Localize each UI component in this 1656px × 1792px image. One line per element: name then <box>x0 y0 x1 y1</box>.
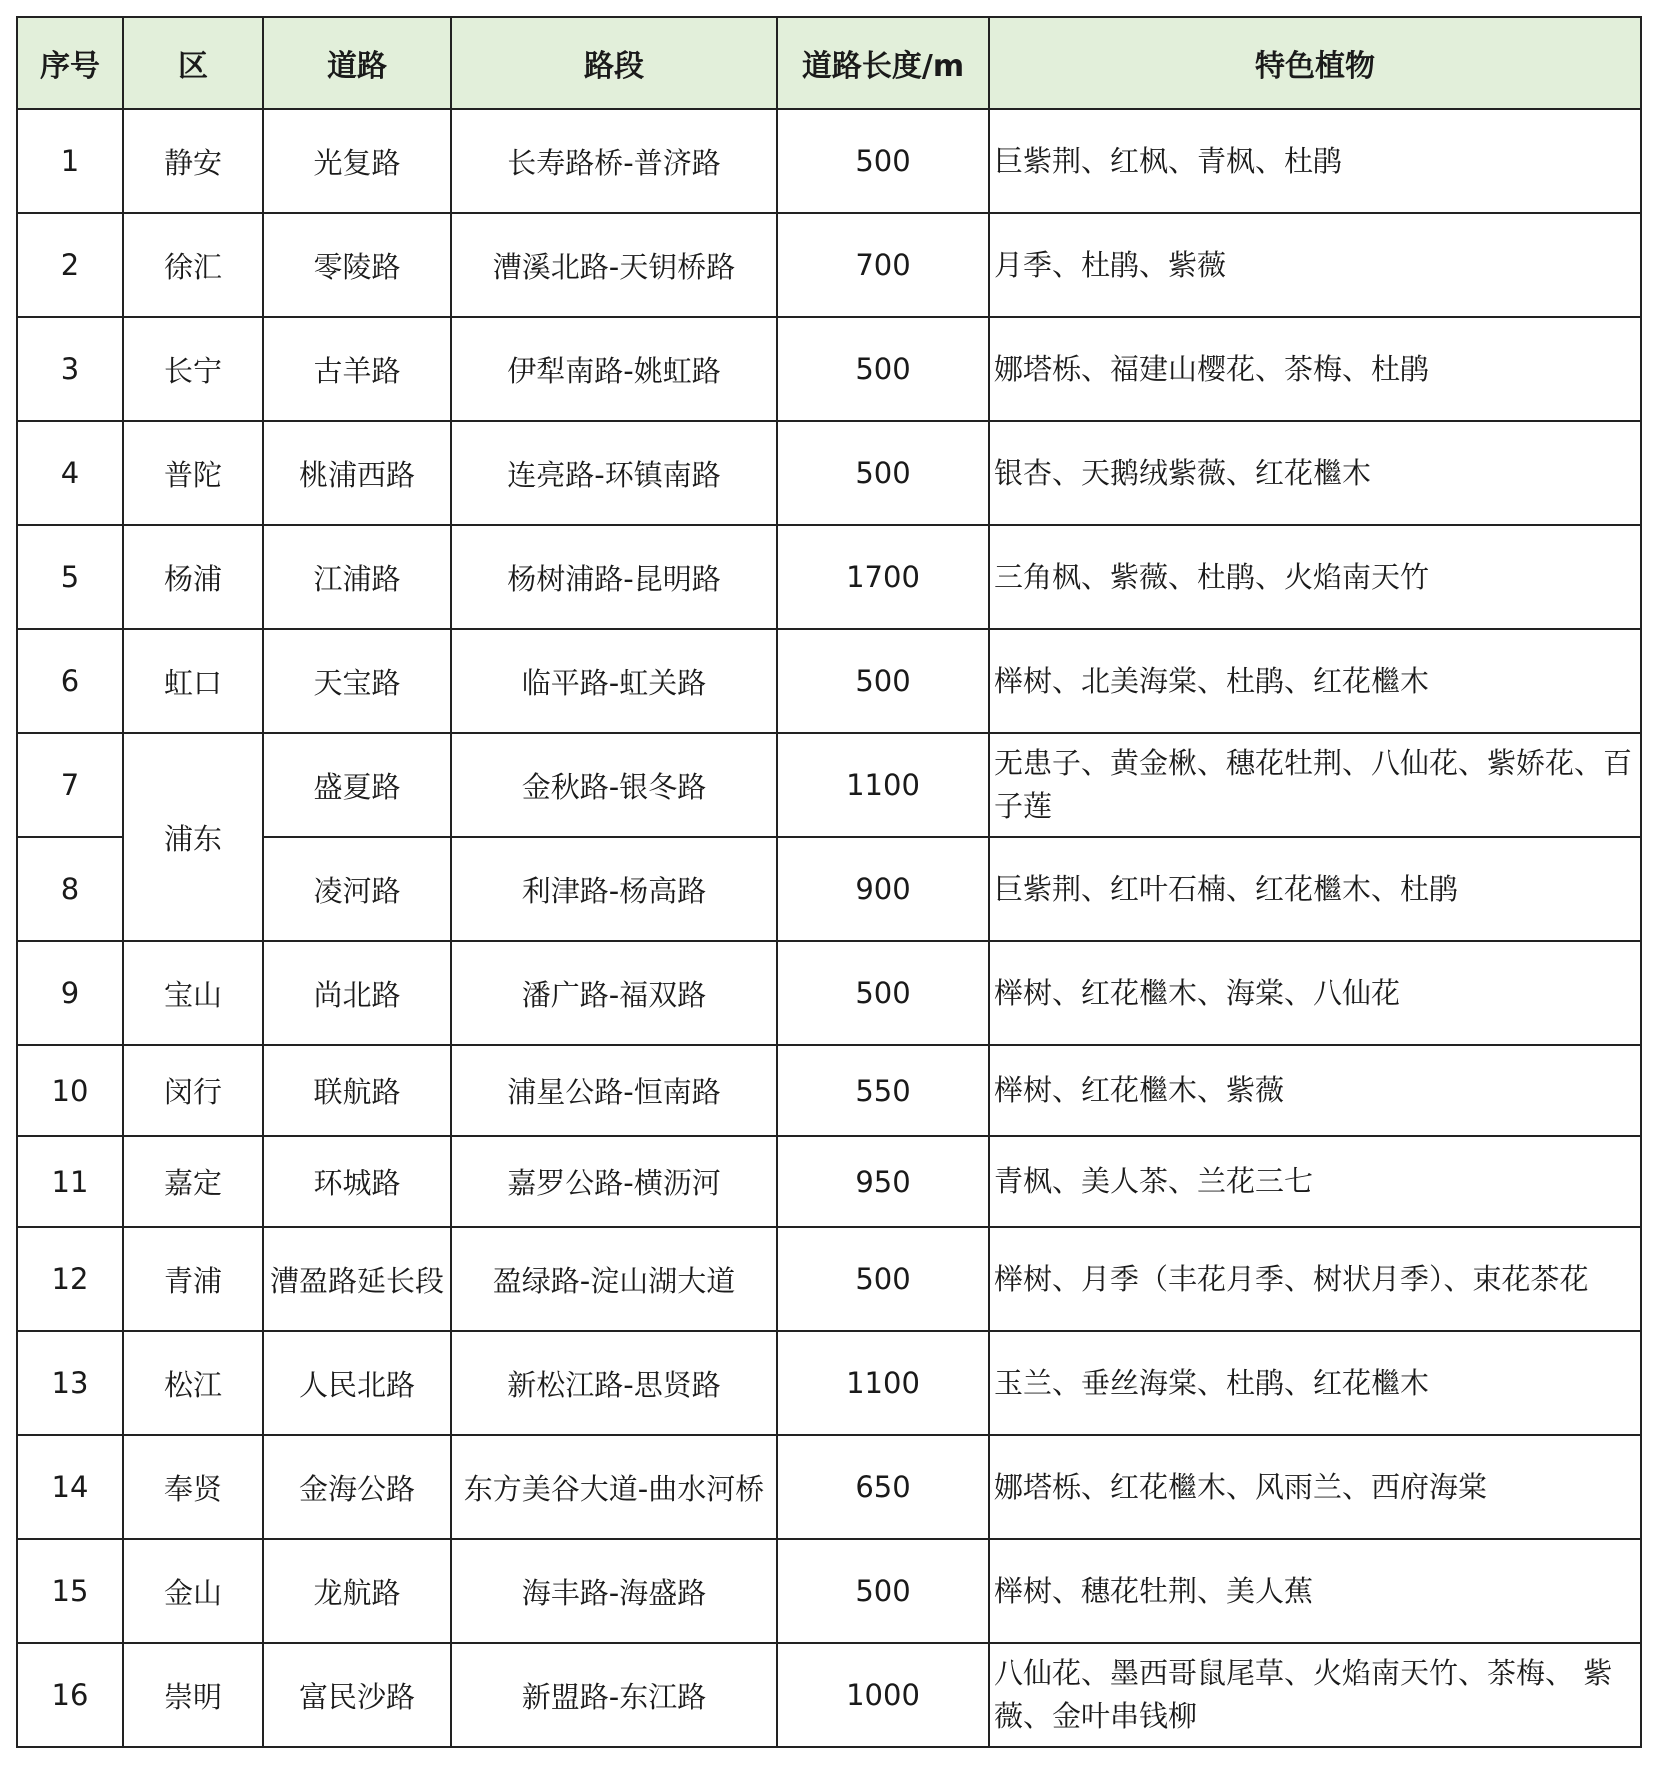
table-row <box>17 1136 1641 1227</box>
cell-section: 长寿路桥-普济路 <box>451 109 777 213</box>
cell-section: 临平路-虹关路 <box>451 629 777 733</box>
cell-plants: 榉树、红花檵木、海棠、八仙花 <box>989 941 1641 1045</box>
cell-length: 650 <box>777 1435 989 1539</box>
cell-length: 550 <box>777 1045 989 1136</box>
cell-plants: 娜塔栎、红花檵木、风雨兰、西府海棠 <box>989 1435 1641 1539</box>
cell-no: 9 <box>17 941 123 1045</box>
cell-district: 静安 <box>123 109 263 213</box>
cell-length: 500 <box>777 941 989 1045</box>
cell-section: 伊犁南路-姚虹路 <box>451 317 777 421</box>
cell-road: 江浦路 <box>263 525 451 629</box>
cell-section: 浦星公路-恒南路 <box>451 1045 777 1136</box>
table-row <box>17 525 1641 629</box>
cell-plants: 巨紫荆、红枫、青枫、杜鹃 <box>989 109 1641 213</box>
table-row <box>17 1435 1641 1539</box>
cell-plants: 榉树、穗花牡荆、美人蕉 <box>989 1539 1641 1643</box>
cell-length: 500 <box>777 1227 989 1331</box>
cell-road: 富民沙路 <box>263 1643 451 1747</box>
cell-road: 古羊路 <box>263 317 451 421</box>
cell-no: 13 <box>17 1331 123 1435</box>
cell-district: 崇明 <box>123 1643 263 1747</box>
cell-plants: 青枫、美人茶、兰花三七 <box>989 1136 1641 1227</box>
cell-road: 联航路 <box>263 1045 451 1136</box>
cell-length: 1700 <box>777 525 989 629</box>
cell-no: 5 <box>17 525 123 629</box>
cell-plants: 榉树、月季（丰花月季、树状月季）、束花茶花 <box>989 1227 1641 1331</box>
cell-section: 东方美谷大道-曲水河桥 <box>451 1435 777 1539</box>
plant-roads-table <box>16 16 1642 1748</box>
cell-section: 潘广路-福双路 <box>451 941 777 1045</box>
table-row <box>17 317 1641 421</box>
header-plants: 特色植物 <box>989 17 1641 109</box>
table-row <box>17 421 1641 525</box>
cell-length: 500 <box>777 317 989 421</box>
cell-district: 浦东 <box>123 733 263 941</box>
cell-road: 尚北路 <box>263 941 451 1045</box>
header-section: 路段 <box>451 17 777 109</box>
table-row <box>17 941 1641 1045</box>
cell-length: 1100 <box>777 733 989 837</box>
cell-no: 6 <box>17 629 123 733</box>
cell-road: 天宝路 <box>263 629 451 733</box>
cell-district: 虹口 <box>123 629 263 733</box>
cell-length: 500 <box>777 109 989 213</box>
table-row <box>17 1643 1641 1747</box>
cell-plants: 玉兰、垂丝海棠、杜鹃、红花檵木 <box>989 1331 1641 1435</box>
cell-road: 桃浦西路 <box>263 421 451 525</box>
cell-plants: 巨紫荆、红叶石楠、红花檵木、杜鹃 <box>989 837 1641 941</box>
table-row <box>17 629 1641 733</box>
cell-district: 长宁 <box>123 317 263 421</box>
cell-no: 8 <box>17 837 123 941</box>
cell-section: 盈绿路-淀山湖大道 <box>451 1227 777 1331</box>
cell-section: 连亮路-环镇南路 <box>451 421 777 525</box>
cell-road: 环城路 <box>263 1136 451 1227</box>
cell-plants: 榉树、北美海棠、杜鹃、红花檵木 <box>989 629 1641 733</box>
cell-plants: 娜塔栎、福建山樱花、茶梅、杜鹃 <box>989 317 1641 421</box>
cell-section: 嘉罗公路-横沥河 <box>451 1136 777 1227</box>
cell-road: 人民北路 <box>263 1331 451 1435</box>
cell-no: 16 <box>17 1643 123 1747</box>
cell-no: 11 <box>17 1136 123 1227</box>
cell-no: 10 <box>17 1045 123 1136</box>
cell-length: 500 <box>777 421 989 525</box>
cell-length: 1000 <box>777 1643 989 1747</box>
cell-section: 利津路-杨高路 <box>451 837 777 941</box>
cell-length: 700 <box>777 213 989 317</box>
header-district: 区 <box>123 17 263 109</box>
cell-plants: 三角枫、紫薇、杜鹃、火焰南天竹 <box>989 525 1641 629</box>
table-row <box>17 1331 1641 1435</box>
cell-no: 12 <box>17 1227 123 1331</box>
cell-no: 15 <box>17 1539 123 1643</box>
cell-district: 金山 <box>123 1539 263 1643</box>
cell-road: 金海公路 <box>263 1435 451 1539</box>
cell-no: 7 <box>17 733 123 837</box>
cell-no: 2 <box>17 213 123 317</box>
cell-road: 零陵路 <box>263 213 451 317</box>
cell-district: 青浦 <box>123 1227 263 1331</box>
header-row <box>17 17 1641 109</box>
table-row <box>17 1539 1641 1643</box>
cell-section: 新松江路-思贤路 <box>451 1331 777 1435</box>
cell-district: 普陀 <box>123 421 263 525</box>
table-row <box>17 733 1641 837</box>
cell-district: 闵行 <box>123 1045 263 1136</box>
cell-no: 1 <box>17 109 123 213</box>
cell-no: 4 <box>17 421 123 525</box>
cell-district: 杨浦 <box>123 525 263 629</box>
table-row <box>17 1227 1641 1331</box>
cell-district: 宝山 <box>123 941 263 1045</box>
cell-length: 900 <box>777 837 989 941</box>
header-no: 序号 <box>17 17 123 109</box>
table-row <box>17 109 1641 213</box>
cell-plants: 无患子、黄金楸、穗花牡荆、八仙花、紫娇花、百子莲 <box>989 733 1641 837</box>
cell-plants: 八仙花、墨西哥鼠尾草、火焰南天竹、茶梅、 紫薇、金叶串钱柳 <box>989 1643 1641 1747</box>
cell-district: 嘉定 <box>123 1136 263 1227</box>
cell-road: 漕盈路延长段 <box>263 1227 451 1331</box>
cell-road: 龙航路 <box>263 1539 451 1643</box>
cell-section: 漕溪北路-天钥桥路 <box>451 213 777 317</box>
table-row <box>17 213 1641 317</box>
cell-no: 3 <box>17 317 123 421</box>
cell-section: 金秋路-银冬路 <box>451 733 777 837</box>
cell-length: 950 <box>777 1136 989 1227</box>
cell-plants: 银杏、天鹅绒紫薇、红花檵木 <box>989 421 1641 525</box>
cell-district: 奉贤 <box>123 1435 263 1539</box>
cell-plants: 榉树、红花檵木、紫薇 <box>989 1045 1641 1136</box>
cell-length: 1100 <box>777 1331 989 1435</box>
cell-length: 500 <box>777 1539 989 1643</box>
header-road: 道路 <box>263 17 451 109</box>
header-length: 道路长度/m <box>777 17 989 109</box>
cell-section: 海丰路-海盛路 <box>451 1539 777 1643</box>
cell-section: 杨树浦路-昆明路 <box>451 525 777 629</box>
cell-length: 500 <box>777 629 989 733</box>
cell-road: 凌河路 <box>263 837 451 941</box>
cell-district: 徐汇 <box>123 213 263 317</box>
cell-road: 光复路 <box>263 109 451 213</box>
table-row <box>17 1045 1641 1136</box>
cell-no: 14 <box>17 1435 123 1539</box>
cell-plants: 月季、杜鹃、紫薇 <box>989 213 1641 317</box>
cell-district: 松江 <box>123 1331 263 1435</box>
cell-section: 新盟路-东江路 <box>451 1643 777 1747</box>
cell-road: 盛夏路 <box>263 733 451 837</box>
